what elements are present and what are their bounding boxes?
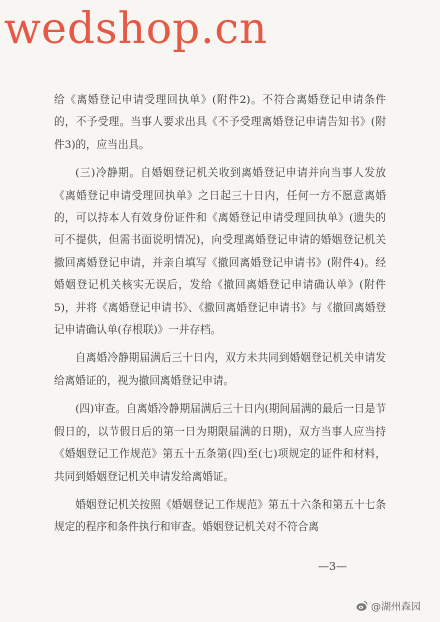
weibo-badge	[356, 598, 421, 613]
weibo-icon	[356, 600, 368, 612]
paragraph: (四)审查。自离婚冷静期届满后三十日内(期间届满的最后一日是节假日的，以节假日后的第一日为期限届满的日期)，双方当事人应当持《婚姻登记工作规范》第五十五条第(四)至(七)项规定的证件和材料，共同到婚姻登记机关申请发给离婚证。	[54, 403, 386, 483]
paragraph: 婚姻登记机关按照《婚姻登记工作规范》第五十六条和第五十七条规定的程序和条件执行和审查。婚姻登记机关对不符合离	[54, 498, 386, 534]
paragraph: 自离婚冷静期届满后三十日内，双方未共同到婚姻登记机关申请发给离婚证的，视为撤回离婚登记申请。	[54, 352, 386, 387]
page-number: —3—	[318, 560, 347, 573]
weibo-handle: @湖州森园	[371, 602, 421, 613]
paragraph: 给《离婚登记申请受理回执单》(附件2)。不符合离婚登记申请条件的，不予受理。当事人要求出具《不予受理离婚登记申请告知书》(附件3)的，应当出具。	[54, 94, 386, 151]
document-body	[54, 89, 386, 539]
paragraph: (三)冷静期。自婚姻登记机关收到离婚登记申请并向当事人发放《离婚登记申请受理回执单》之日起三十日内，任何一方不愿意离婚的，可以持本人有效身份证件和《离婚登记申请受理回执单》(遗失的可不提供，但需书面说明情况)，向受理离婚登记申请的婚姻登记机关撤回离婚登记申请，并亲自填写《撤回离婚登记申请书》(附件4)。经婚姻登记机关核实无误后，发给《撤回离婚登记申请确认单》(附件5)，并将《离婚登记申请书》、《撤回离婚登记申请书》与《撤回离婚登记申请确认单(存根联)》一并存档。	[54, 167, 386, 337]
watermark: wedshop.cn	[4, 4, 268, 54]
